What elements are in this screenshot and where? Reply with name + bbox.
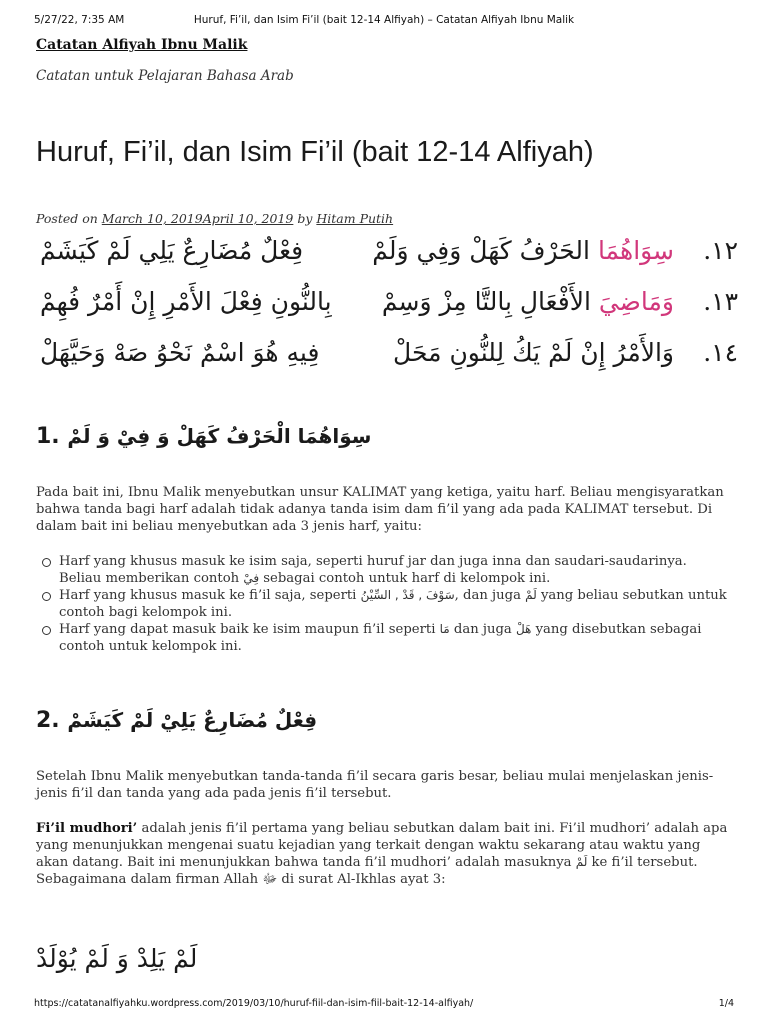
print-header xyxy=(34,14,734,30)
bait-row xyxy=(40,283,738,334)
bait-second-half: فِعْلٌ مُضَارِعٌ يَلِي لَمْ كَيَشَمْ xyxy=(40,236,304,265)
list-item-text: , dan juga xyxy=(454,588,526,603)
list-item-text: Harf yang khusus masuk ke isim saja, seperti huruf jar dan juga inna dan saudari-saudarinya. Beliau memberikan contoh xyxy=(59,554,687,586)
post-meta xyxy=(36,211,393,226)
bait-second-half: فِيهِ هُوَ اسْمٌ نَحْوُ صَهْ وَحَيَّهَلْ xyxy=(40,338,320,367)
list-item-arabic: فِيْ xyxy=(243,571,260,585)
bait-second-half: بِالنُّونِ فِعْلَ الأَمْرِ إِنْ أَمْرٌ فُهِمْ xyxy=(40,287,332,316)
bait-highlight-word: سِوَاهُمَا xyxy=(597,236,674,265)
list-item-arabic: سَوْفَ , قَدْ , السِّيْنُ xyxy=(360,588,455,602)
harf-types-list xyxy=(40,553,728,655)
list-item-text: dan juga xyxy=(449,622,516,637)
post-updated-date-link[interactable]: April 10, 2019 xyxy=(202,211,294,226)
bait-first-half-text: الحَرْفُ كَهَلْ وَفِي وَلَمْ xyxy=(372,236,598,265)
print-footer xyxy=(34,998,734,1012)
list-item xyxy=(40,587,728,621)
list-item-text: yang disebutkan sebagai contoh untuk kelompok ini. xyxy=(59,622,702,654)
list-item-arabic: هَلْ xyxy=(515,622,532,636)
bait-number: ١٢. xyxy=(703,236,738,265)
author-link[interactable]: Hitam Putih xyxy=(316,211,394,226)
bait-first-half: وَالأَمْرُ إِنْ لَمْ يَكُ لِلنُّونِ مَحَلْ xyxy=(393,338,674,367)
bold-term: Fi’il mudhori’ xyxy=(36,821,138,836)
bait-first-half xyxy=(382,287,674,316)
posted-prefix: Posted on xyxy=(36,211,102,226)
post-title: Huruf, Fi’il, dan Isim Fi’il (bait 12-14 Alfiyah) xyxy=(36,136,594,168)
section-arabic-heading: فِعْلٌ مُضَارِعٌ يَلِيْ لَمْ كَيَشَمْ xyxy=(67,708,318,732)
list-item-text: Harf yang dapat masuk baik ke isim maupun fi’il seperti xyxy=(59,622,440,637)
bait-table xyxy=(40,232,738,385)
section-heading-1 xyxy=(36,424,371,449)
posted-by: by xyxy=(293,211,317,226)
quran-verse: لَمْ يَلِدْ وَ لَمْ يُوْلَدْ xyxy=(36,944,198,973)
site-title-link[interactable]: Catatan Alfiyah Ibnu Malik xyxy=(36,37,248,53)
list-item-text: sebagai contoh untuk harf di kelompok ini. xyxy=(259,571,551,586)
section2-paragraph-2 xyxy=(36,820,728,888)
section1-paragraph: Pada bait ini, Ibnu Malik menyebutkan unsur KALIMAT yang ketiga, yaitu harf. Beliau mengisyaratkan bahwa tanda bagi harf adalah tidak adanya tanda isim dam fi’il yang ada pada KALIMAT tersebut. Di dalam bait ini beliau menyebutkan ada 3 jenis harf, yaitu: xyxy=(36,485,724,534)
paragraph-text: adalah jenis fi’il pertama yang beliau sebutkan dalam bait ini. Fi’il mudhori’ adalah apa yang menunjukkan mengenai suatu kejadian yang terkait dengan waktu sekarang atau waktu yang akan datang. Bait ini menunjukkan bahwa tanda fi’il mudhori’ adalah masuknya xyxy=(36,821,728,870)
list-item-text: yang beliau sebutkan untuk contoh bagi kelompok ini. xyxy=(59,588,727,620)
bait-row xyxy=(40,232,738,283)
list-item xyxy=(40,553,728,587)
bait-first-half-text: الأَفْعَالِ بِالتَّا مِزْ وَسِمْ xyxy=(381,287,599,316)
section2-paragraph-1: Setelah Ibnu Malik menyebutkan tanda-tanda fi’il secara garis besar, beliau mulai menjelaskan jenis-jenis fi’il dan tanda yang ada pada jenis fi’il tersebut. xyxy=(36,769,714,801)
section-arabic-heading: سِوَاهُمَا الْحَرْفُ كَهَلْ وَ فِيْ وَ لَمْ xyxy=(67,424,372,448)
paragraph-text: ke fi’il tersebut. Sebagaimana dalam firman Allah ﷻ di surat Al-Ikhlas ayat 3: xyxy=(36,855,698,887)
print-datetime: 5/27/22, 7:35 AM xyxy=(34,14,125,26)
section-heading-2 xyxy=(36,708,317,733)
section-number: 1. xyxy=(36,424,68,449)
site-description: Catatan untuk Pelajaran Bahasa Arab xyxy=(36,68,294,84)
print-page-title: Huruf, Fi’il, dan Isim Fi’il (bait 12-14 Alfiyah) – Catatan Alfiyah Ibnu Malik xyxy=(193,14,575,26)
list-item-text: Harf yang khusus masuk ke fi’il saja, seperti xyxy=(59,588,361,603)
print-page-number: 1/4 xyxy=(718,998,734,1009)
list-item xyxy=(40,621,728,655)
print-url: https://catatanalfiyahku.wordpress.com/2019/03/10/huruf-fiil-dan-isim-fiil-bait-12-14-alfiyah/ xyxy=(34,998,474,1009)
bait-first-half xyxy=(372,236,674,265)
bait-number: ١٤. xyxy=(703,338,738,367)
bait-highlight-word: وَمَاضِيَ xyxy=(598,287,674,316)
bait-number: ١٣. xyxy=(703,287,738,316)
list-item-arabic: مَا xyxy=(439,622,450,636)
bait-row xyxy=(40,334,738,385)
list-item-arabic: لَمْ xyxy=(525,588,537,602)
inline-arabic: لَمْ xyxy=(575,855,588,869)
post-date-link[interactable]: March 10, 2019 xyxy=(101,211,203,226)
section-number: 2. xyxy=(36,708,68,733)
